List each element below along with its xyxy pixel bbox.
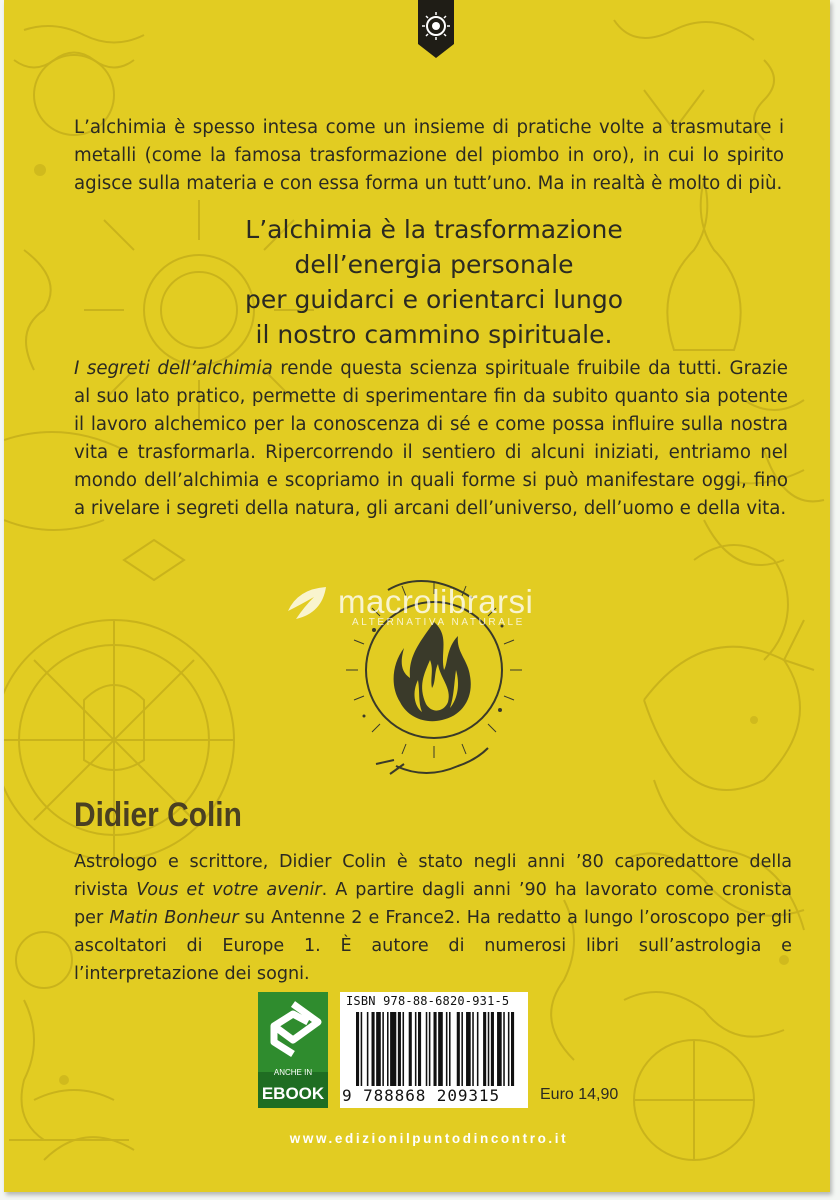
bio-text: su Antenne 2 e France2. Ha redatto a lungo l’oroscopo per gli ascoltatori di Europe 1. È autore di numerosi libri sull’astrologia e l’interpretazione dei sogni.	[74, 908, 792, 984]
quote-line: per guidarci e orientarci lungo	[244, 285, 624, 314]
bio-text: Astrologo e scrittore, Didier Colin è stato negli anni ’80 caporedattore della rivista	[74, 852, 792, 900]
highlight-quote	[124, 212, 744, 352]
intro-paragraph: L’alchimia è spesso intesa come un insieme di pratiche volte a trasmutare i metalli (come la famosa trasformazione del piombo in oro), in cui lo spirito agisce sulla materia e con essa forma un tutt’uno. Ma in realtà è molto di più.	[74, 117, 784, 194]
leaf-logo-icon	[282, 583, 332, 633]
publisher-sun-logo	[418, 0, 454, 58]
book-back-cover	[4, 0, 830, 1192]
description-text: rende questa scienza spirituale fruibile da tutti. Grazie al suo lato pratico, permette di sperimentare fin da subito quanto sia potente il lavoro alchemico per la conoscenza di sé e come possa influire sulla nostra vita e trasformarla. Ripercorrendo il sentiero di alcuni iniziati, entriamo nel mondo dell’alchimia e scopriamo in quali forme si può manifestare oggi, fino a rivelare i segreti della natura, gli arcani dell’universo, dell’uomo e della vita.	[74, 358, 788, 519]
isbn-barcode	[340, 992, 528, 1108]
publisher-website: www.edizionilpuntodincontro.it	[289, 1131, 569, 1146]
bio-text: . A partire dagli anni ’90 ha lavorato come cronista per	[74, 880, 792, 928]
quote-line: L’alchimia è la trasformazione	[245, 215, 623, 244]
quote-line: il nostro cammino spirituale.	[255, 320, 613, 349]
description-paragraph	[74, 355, 788, 523]
author-bio	[74, 848, 792, 988]
watermark-brand: macrolibrarsi	[338, 583, 534, 620]
price: Euro 14,90	[540, 1086, 619, 1103]
show-title: Matin Bonheur	[109, 908, 239, 928]
ebook-line2: EBOOK	[261, 1084, 325, 1103]
ebook-e-icon	[258, 992, 328, 1068]
ebook-badge	[258, 992, 328, 1108]
book-title: I segreti dell’alchimia	[74, 358, 273, 379]
macrolibrarsi-watermark	[282, 583, 582, 643]
barcode-bars	[356, 1012, 526, 1086]
ebook-line1: ANCHE IN	[273, 1068, 313, 1077]
watermark-tagline: ALTERNATIVA NATURALE	[352, 617, 525, 628]
isbn-number: ISBN 978-88-6820-931-5	[346, 994, 510, 1008]
author-name: Didier Colin	[74, 796, 242, 834]
ean-digits: 9 788868 209315	[342, 1086, 500, 1105]
quote-line: dell’energia personale	[294, 250, 574, 279]
magazine-title: Vous et votre avenir	[136, 880, 322, 900]
